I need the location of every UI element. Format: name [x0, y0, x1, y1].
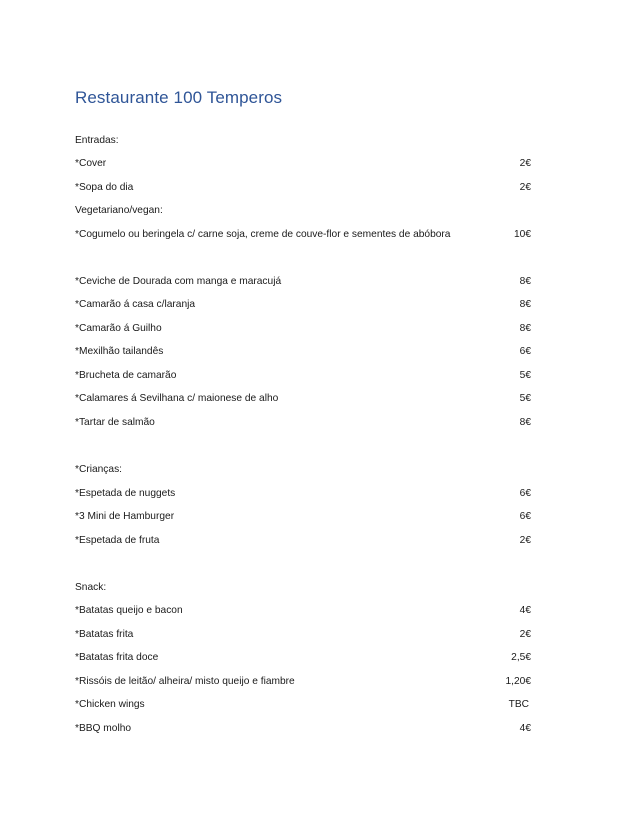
item-name: *Espetada de nuggets — [75, 488, 176, 499]
item-name: *Brucheta de camarão — [75, 370, 177, 381]
menu-item — [75, 697, 531, 713]
item-price: 8€ — [519, 276, 531, 287]
item-name: *Cogumelo ou beringela c/ carne soja, creme de couve-flor e sementes de abóbora — [75, 229, 451, 240]
item-name: *Crianças: — [75, 464, 122, 475]
menu-item — [75, 391, 531, 407]
menu-item — [75, 674, 531, 690]
item-price: 2€ — [519, 182, 531, 193]
item-price: 4€ — [519, 723, 531, 734]
item-name: *Calamares á Sevilhana c/ maionese de alho — [75, 393, 279, 404]
item-name: *3 Mini de Hamburger — [75, 511, 175, 522]
item-name: Entradas: — [75, 135, 119, 146]
item-name: *Batatas frita — [75, 629, 134, 640]
menu-item — [75, 486, 531, 502]
item-price: 2€ — [519, 535, 531, 546]
menu-item — [75, 180, 531, 196]
menu-item — [75, 650, 531, 666]
item-name: Vegetariano/vegan: — [75, 205, 163, 216]
menu-item — [75, 156, 531, 172]
item-name: *Camarão á casa c/laranja — [75, 299, 196, 310]
menu-item — [75, 533, 531, 549]
item-price: 10€ — [514, 229, 531, 240]
item-price: 1,20€ — [505, 676, 531, 687]
menu-item — [75, 321, 531, 337]
item-name: Snack: — [75, 582, 107, 593]
item-price: 6€ — [519, 511, 531, 522]
menu-item — [75, 415, 531, 431]
item-name: *Ceviche de Dourada com manga e maracujá — [75, 276, 282, 287]
item-price: 8€ — [519, 323, 531, 334]
item-name: *Sopa do dia — [75, 182, 134, 193]
item-name: *BBQ molho — [75, 723, 132, 734]
item-name: *Tartar de salmão — [75, 417, 155, 428]
item-price: 2,5€ — [511, 652, 531, 663]
menu-item — [75, 509, 531, 525]
menu-item — [75, 603, 531, 619]
menu-item — [75, 344, 531, 360]
item-price: TBC — [508, 699, 529, 710]
item-name: *Mexilhão tailandês — [75, 346, 164, 357]
section-heading-vegetariano — [75, 203, 531, 219]
item-name: *Batatas frita doce — [75, 652, 159, 663]
item-price: 2€ — [519, 158, 531, 169]
section-heading-criancas — [75, 462, 531, 478]
menu-item — [75, 274, 531, 290]
item-name: *Chicken wings — [75, 699, 145, 710]
item-price: 2€ — [519, 629, 531, 640]
item-price: 5€ — [519, 370, 531, 381]
menu-item — [75, 721, 531, 737]
item-name: *Rissóis de leitão/ alheira/ misto queijo e fiambre — [75, 676, 295, 687]
section-heading-entradas — [75, 133, 531, 149]
item-name: *Camarão á Guilho — [75, 323, 162, 334]
menu-item — [75, 297, 531, 313]
item-price: 6€ — [519, 346, 531, 357]
item-name: *Espetada de fruta — [75, 535, 160, 546]
section-heading-snack — [75, 580, 531, 596]
page-title: Restaurante 100 Temperos — [75, 88, 283, 107]
menu-item — [75, 368, 531, 384]
item-name: *Cover — [75, 158, 107, 169]
menu-item — [75, 627, 531, 643]
menu-item — [75, 227, 531, 243]
item-price: 8€ — [519, 299, 531, 310]
item-name: *Batatas queijo e bacon — [75, 605, 183, 616]
item-price: 6€ — [519, 488, 531, 499]
item-price: 5€ — [519, 393, 531, 404]
item-price: 8€ — [519, 417, 531, 428]
item-price: 4€ — [519, 605, 531, 616]
